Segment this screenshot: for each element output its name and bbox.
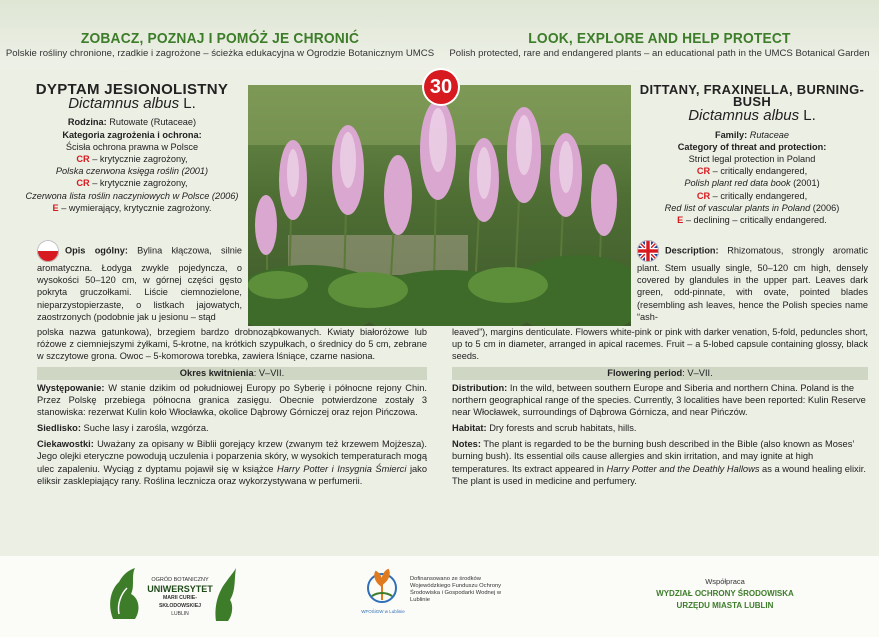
en-distribution-text: In the wild, between southern Europe and Siberia and northern China. Poland is the northern geographical range of the species. Currently, 3 localities have been reported: Kulin Reserve near Włocławek, surroundings of Dąbrowa Górnicza, and near Pińczów. [452,383,866,418]
en-red-list [636,202,868,214]
en-red-book [636,177,868,189]
wfos-logo-icon [362,566,402,606]
footer [0,556,879,637]
en-info-block [636,84,868,226]
pl-desc-text: Bylina kłączowa, silnie aromatyczna. Łodyga zwykle pojedyncza, o wysokości 50–120 cm, w górnej części gęsto pokryta gruczołkami. Liście ciemnozielone, nieparzystopierzaste, o listkach jajowatych, zaostrzonych (podobnie jak u jesionu – stąd [37,245,242,322]
umcs-tree-icon [210,566,238,622]
en-distribution: Distribution: In the wild, between southern Europe and Siberia and northern China. Poland is the northern geographical range of the species. Currently, 3 localities have been reported: Kulin Reserve near Włocławek, surroundings of Dąbrowa Górnicza, and near Pińczów. [452,383,866,418]
header-subtitle-en: Polish protected, rare and endangered plants – an educational path in the UMCS Botanical Garden [449,48,870,59]
pl-desc-label: Opis ogólny [65,245,125,256]
wfos-funding-text: Dofinansowano ze środków Wojewódzkiego Funduszu Ochrony Środowiska i Gospodarki Wodnej w Lublinie [410,576,502,603]
en-desc-label: Description [665,245,716,256]
en-cr-text: – critically endangered, [710,166,808,177]
cooperation-line-2: URZĘDU MIASTA LUBLIN [676,601,774,610]
uk-flag-icon [637,240,659,262]
en-notes-label: Notes [452,439,478,450]
en-cr-text-2: – critically endangered, [710,190,808,201]
en-common-name: DITTANY, FRAXINELLA, BURNING-BUSH [639,82,865,110]
pl-cr-text: – krytycznie zagrożony, [89,154,188,165]
en-latin-author: L. [803,107,816,125]
en-e-status [636,214,868,226]
cooperation-label: Współpraca [705,577,745,586]
en-e-code: E [677,215,684,226]
en-latin-name [636,107,868,125]
header-title-en: LOOK, EXPLORE AND HELP PROTECT [528,30,791,47]
en-e-text: – declining – critically endangered. [683,215,827,226]
en-habitat-label: Habitat [452,423,484,434]
en-category-label: Category of threat and protection: [677,141,827,152]
en-desc-text: Rhizomatous, strongly aromatic plant. Stem usually single, 50–120 cm high, densely covered by glandules in the upper part. Leaves dark green, odd-pinnate, with ovate, pointed blades (resembling ash leaves, hence the Polish species name “ash- [637,245,868,322]
pl-curiosities-text-b: jako eliksir zasklepiający rany. Roślina lecznicza oraz wykorzystywana w perfumerii. [37,463,428,486]
pl-category-label: Kategoria zagrożenia i ochrona: [62,129,202,140]
cooperation-line-1: WYDZIAŁ OCHRONY ŚRODOWISKA [656,589,794,598]
pl-occurrence-label: Występowanie [37,383,102,393]
pl-latin-name [22,95,242,113]
pl-e-status [22,202,242,214]
en-description-bottom [452,326,868,363]
en-family: Family: Rutaceae [714,129,790,140]
en-flowering-bar [452,367,868,380]
en-habitat-text: Dry forests and scrub habitats, hills. [489,423,637,434]
pl-cr-1 [22,153,242,165]
pl-e-code: E [52,202,59,213]
en-red-list-year: (2006) [810,202,840,213]
pl-habitat: Siedlisko: Suche lasy i zarośla, wzgórza. [37,423,209,434]
en-notes-text-b: as a wound healing elixir. The plant is used in medicine and perfumery. [452,463,866,486]
umcs-big: UNIWERSYTET [147,584,213,594]
pl-details [37,382,427,491]
pl-cr-code-2: CR [76,178,90,189]
pl-description-bottom [37,326,427,363]
poland-flag-icon [37,240,59,262]
en-red-book-year: (2001) [790,178,820,189]
pl-curiosities: Ciekawostki: Uważany za opisany w Biblii gorejący krzew (zwanym też krzewem Mojżesza). Jego olejki eteryczne powodują uczulenia i poparzenia skóry, w wysokich temperaturach mogą ulec zapaleniu. Wyciąg z dyptamu pojawił się w książce Harry Potter i Insygnia Śmierci jako eliksir zasklepiający rany. Roślina lecznicza oraz wykorzystywana w perfumerii. [37,439,428,486]
header-en [440,30,879,59]
pl-common-name: DYPTAM JESIONOLISTNY [35,81,229,98]
en-description-top: Description: Rhizomatous, strongly aromatic plant. Stem usually single, 50–120 cm high, densely covered by glandules in the upper part. Leaves dark green, odd-pinnate, with ovate, pointed blades (resembling ash leaves, hence the Polish species name “ash- [637,240,868,323]
umcs-text [145,576,215,618]
pl-family-value: Rutowate (Rutaceae) [109,117,197,128]
pl-desc-text-cont: polska nazwa gatunkowa), brzegiem bardzo drobnoząbkowanych. Kwiaty białoróżowe lub różowe z ciemniejszymi żyłkami, 5-krotne, na krótkich szypułkach, o średnicy do 5 cm, zebrane w szczytowe grona. Owoc – 5-komorowa torebka, zawiera lśniące, czarne nasiona. [37,327,427,362]
umcs-small: OGRÓD BOTANICZNY [151,577,209,583]
umcs-name: MARII CURIE-SKŁODOWSKIEJ [158,595,202,609]
pl-curiosities-text-a: Uważany za opisany w Biblii gorejący krzew (zwanym też krzewem Mojżesza). Jego olejki eteryczne powodują uczulenia i poparzenia skóry, w wysokich temperaturach mogą ulec zapaleniu. Wyciąg z dyptamu pojawił się w książce [37,439,427,474]
en-latin: Dictamnus albus [688,107,800,125]
wfos-logo-text: WFOŚiGW w Lublinie [361,609,405,614]
plant-photo [248,85,631,326]
pl-flowering-bar [37,367,427,380]
en-cr-code: CR [696,166,711,177]
pl-occurrence-text: W stanie dzikim od południowej Europy po Syberię i północne rejony Chin. Przez Polskę przebiega północna granica zasięgu. Obecnie potwierdzone zostały 3 stanowiska: rezerwat Kulin koło Włocławka, okolice Dąbrowy Górniczej oraz rejon Pińczowa. [37,383,427,418]
en-notes-text-a: The plant is regarded to be the burning bush described in the Bible (also known as Moses’ burning bush). Its essential oils cause allergies and skin irritation, and may ignite at high temperatures. Its extract appeared in [452,439,855,474]
en-flowering-label: Flowering period [607,368,683,378]
header [0,0,879,70]
pl-flowering-value: : V–VII. [253,368,285,378]
umcs-city: LUBLIN [171,611,189,617]
pl-e-text: – wymierający, krytycznie zagrożony. [58,202,212,213]
en-cr-1 [636,165,868,177]
header-subtitle-pl: Polskie rośliny chronione, rzadkie i zagrożone – ścieżka edukacyjna w Ogrodzie Botanicznym UMCS [5,48,435,59]
en-red-list-title: Red list of vascular plants in Poland [664,202,811,213]
pl-info-block [22,81,242,214]
en-notes: Notes: The plant is regarded to be the burning bush described in the Bible (also known as Moses’ burning bush). Its essential oils cause allergies and skin irritation, and may ignite at high temperatures. Its extract appeared in Harry Potter and the Deathly Hallows as a wound healing elixir. The plant is used in medicine and perfumery. [452,439,866,486]
cooperation-block [640,576,810,612]
pl-red-book: Polska czerwona księga roślin (2001) [55,166,209,177]
en-category-1: Strict legal protection in Poland [688,154,816,165]
en-red-book-title: Polish plant red data book [684,178,791,189]
pl-family-label: Rodzina [67,117,104,128]
en-family-label: Family [714,129,745,140]
en-details [452,382,868,491]
en-family-value: Rutaceae [749,129,790,140]
pl-flowering-label: Okres kwitnienia [179,368,254,378]
pl-category-1: Ścisła ochrona prawna w Polsce [65,141,199,152]
pl-cr-2 [22,177,242,189]
pl-latin: Dictamnus albus [68,95,180,113]
pl-curiosities-book: Harry Potter i Insygnia Śmierci [277,463,407,474]
umcs-botanical-logo [105,564,145,622]
pl-red-list: Czerwona lista roślin naczyniowych w Polsce (2006) [25,190,239,201]
pl-occurrence: Występowanie: W stanie dzikim od południowej Europy po Syberię i północne rejony Chin. Przez Polskę przebiega północna granica zasięgu. Obecnie potwierdzone zostały 3 stanowiska: rezerwat Kulin koło Włocławka, okolice Dąbrowy Górniczej oraz rejon Pińczowa. [37,383,427,418]
en-distribution-label: Distribution [452,383,505,393]
pl-habitat-text: Suche lasy i zarośla, wzgórza. [83,423,209,434]
pl-curiosities-label: Ciekawostki [37,439,91,450]
plant-number-badge: 30 [424,70,458,104]
pl-family: Rodzina: Rutowate (Rutaceae) [67,117,197,128]
en-habitat: Habitat: Dry forests and scrub habitats, hills. [452,423,637,434]
header-pl [0,30,440,59]
en-cr-code-2: CR [696,190,711,201]
en-flowering-value: : V–VII. [682,368,713,378]
en-desc-text-cont: leaved”), margins denticulate. Flowers white-pink or pink with darker venation, 5-fold, peduncles short, up to 5 cm in diameter, arranged in apical racemes. Fruit – a 5-lobed capsule containing glossy, black seeds. [452,327,868,362]
en-cr-2 [636,190,868,202]
pl-cr-code: CR [76,154,90,165]
header-title-pl: ZOBACZ, POZNAJ I POMÓŻ JE CHRONIĆ [80,30,360,47]
pl-latin-author: L. [183,95,196,113]
pl-cr-text-2: – krytycznie zagrożony, [89,178,188,189]
pl-habitat-label: Siedlisko [37,423,78,434]
en-notes-book: Harry Potter and the Deathly Hallows [606,463,760,474]
pl-description-top: Opis ogólny: Bylina kłączowa, silnie aromatyczna. Łodyga zwykle pojedyncza, o wysokości 50–120 cm, w górnej części gęsto pokryta gruczołkami. Liście ciemnozielone, nieparzystopierzaste, o listkach jajowatych, zaostrzonych (podobnie jak u jesionu – stąd [37,240,242,323]
